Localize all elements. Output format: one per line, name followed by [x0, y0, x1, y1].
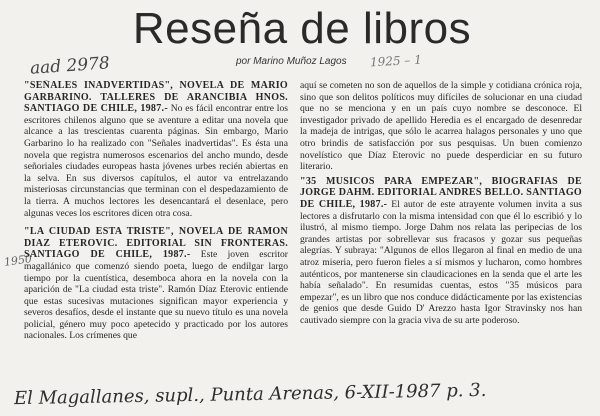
review-3: [300, 176, 582, 327]
review-3-heading: "35 MUSICOS PARA EMPEZAR", BIOGRAFIAS DE JORGE DAHM. EDITORIAL ANDRES BELLO. SANTIAGO DE CHILE, 1987.-: [300, 175, 582, 210]
page-title: Reseña de libros: [132, 4, 472, 53]
left-column: [24, 80, 288, 384]
review-2: [24, 226, 288, 342]
handwritten-margin-note: 1950: [3, 252, 33, 269]
review-1: [24, 80, 288, 219]
review-3-body: El autor de este atrayente volumen invita a sus lectores a disfrutarlo con la misma intensidad con que él lo escribió y lo ilustró, al mismo tiempo. Jorge Dahm nos relata las peripecias de los grandes artistas por sobrellevar sus fracasos y gozar sus pequeñas alegrías. Y subraya: "Algunos de ellos llegaron al final en medio de una atroz miseria, pero fueron fieles a sí mismos y lucharon, como hombres auténticos, por mantenerse sin claudicaciones en la senda que el arte les había señalado". En resumidas cuentas, estos "35 músicos para empezar", es un libro que nos conduce didácticamente por las existencias de genios que desde Guido D' Arezzo hasta Igor Stravinsky nos han cautivado siempre con la gracia viva de su arte poderoso.: [300, 198, 582, 326]
handwritten-source-citation: El Magallanes, supl., Punta Arenas, 6-XII-1987 p. 3.: [13, 379, 487, 410]
review-1-heading: "SEÑALES INADVERTIDAS", NOVELA DE MARIO GARBARINO. TALLERES DE ARANCIBIA HNOS. SANTIAGO DE CHILE, 1987.-: [24, 80, 288, 115]
handwritten-reference-number: 1925 – 1: [369, 52, 423, 70]
handwritten-archive-code: aad 2978: [29, 53, 111, 79]
review-1-body: No es fácil encontrar entre los escritores chilenos alguno que se aventure a editar una novela que alcance a las trescientas cuarenta páginas. Sin embargo, Mario Garbarino lo ha realizado con "Señales inadvertidas". Es ésta una novela que registra numerosos escenarios del ancho mundo, desde señoriales ciudades europeas hasta jóvenes urbes recién abiertas en la selva. En sus diversos capítulos, el autor va entrelazando misteriosas circunstancias que terminan con el despedazamiento de la tierra. A muchos lectores les desencantará el desenlace, pero algunas veces los escritores dicen otra cosa.: [24, 103, 288, 219]
byline: por Marino Muñoz Lagos: [236, 56, 347, 67]
review-2-heading: "LA CIUDAD ESTA TRISTE", NOVELA DE RAMON DIAZ ETEROVIC. EDITORIAL SIN FRONTERAS. SANTIAGO DE CHILE, 1987.-: [24, 226, 288, 261]
right-column: [300, 80, 582, 384]
review-2-body: Este joven escritor magallánico que comenzó siendo poeta, luego de endilgar largo tiempo por la cuentística, desemboca ahora en la novela con la aparición de "La ciudad esta triste". Ramón Díaz Eterovic entiende que estas sucesivas mutaciones significan mayor experiencia y severos desafíos, desde el instante que su nuevo título es una novela policial, género muy poco apetecido y practicado por los autores nacionales. Los crímenes que: [24, 249, 288, 342]
review-2-continuation: aquí se cometen no son de aquellos de la simple y cotidiana crónica roja, sino que son delitos políticos muy difíciles de solucionar en una ciudad que no se menciona y en un país cuyo nombre se desconoce. El investigador privado de apellido Heredia es el encargado de desenredar la madeja de intrigas, que sólo le acarrea halagos personales y uno que otro brindis de satisfacción por sus pesquisas. Un buen comienzo novelístico que Díaz Eterovic no puede desperdiciar en su futuro literario.: [300, 80, 582, 173]
